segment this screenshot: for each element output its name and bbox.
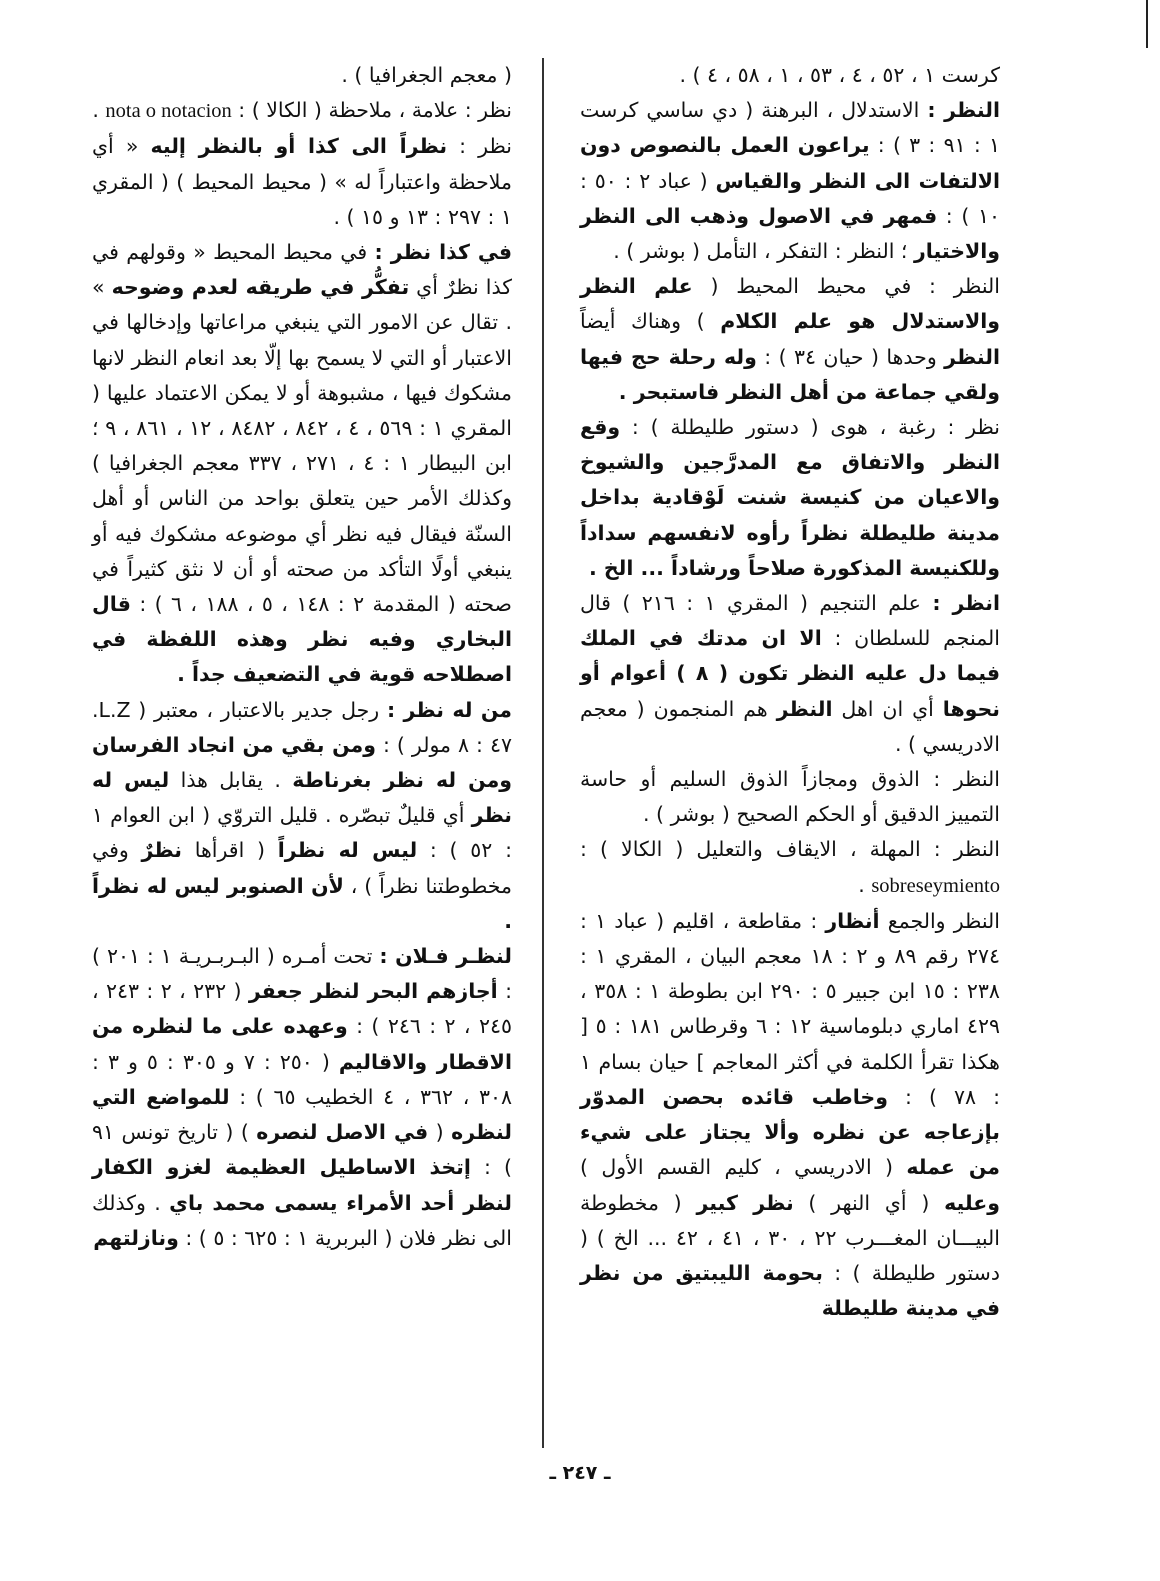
- bold-text: نظرٌ: [141, 838, 182, 863]
- text: النظر والجمع: [879, 908, 1000, 933]
- bold-text: في كذا نظر :: [374, 240, 512, 265]
- text: ( مخطوطة البيـــان المغـــرب ٢٢ ، ٣٠ ، ٤١ ، ٤٢ ... الخ ) ( دستور طليطلة ) :: [580, 1190, 1000, 1285]
- text: نظر :: [447, 134, 512, 159]
- text: » . تقال عن الامور التي ينبغي مراعاتها وإدخالها في الاعتبار أو التي لا يسمح بها إلّا بعد انعام النظر لانها مشكوك فيها ، مشبوهة أو لا يمكن الاعتماد عليها ( المقري ١ : ٥٦٩ ، ٤ ، ٨٤٢ ، ٨٤٨٢ ، ١٢ ، ٨٦١ ، ٩ ؛ ابن البيطار ١ : ٤ ، ٢٧١ ، ٣٣٧ معجم الجغرافيا ) وكذلك الأمر حين يتعلق بواحد من الناس أو أهل السنّة فيقال فيه نظر أي موضوعه مشكوك فيه أو ينبغي أولًا التأكد من صحته أو أن لا نثق كثيراً في صحته ( المقدمة ٢ : ١٤٨ ، ٥ ، ١٨٨ ، ٦ ) :: [92, 275, 512, 617]
- text: (: [428, 1120, 452, 1145]
- text: : مقاطعة ، اقليم ( عباد ١ : ٢٧٤ رقم ٨٩ و ٢ : ١٨ معجم البيان ، المقري ١ : ٢٣٨ : ١٥ ابن جبير ٥ : ٢٩٠ ابن بطوطة ١ : ٣٥٨ ، ٤٢٩ اماري دبلوماسية ١٢ : ٦ وقرطاس ١٨١ : ٥ [ هكذا تقرأ الكلمة في أكثر المعاجم ] حيان بسام ١ : ٧٨ ) :: [580, 908, 1000, 1109]
- bold-text: ومن بقي من انجاد الفرسان ومن له نظر بغرناطة: [92, 732, 513, 793]
- text: نظر : رغبة ، هوى ( دستور طليطلة ) :: [620, 415, 1000, 440]
- bold-text: وعليه: [944, 1190, 1001, 1215]
- text: ) ( تاريخ تونس ٩١ ) :: [92, 1120, 513, 1180]
- entry-paragraph: [580, 832, 1000, 903]
- text: علم التنجيم ( المقري ١ : ٢١٦ ) قال المنجم للسلطان :: [580, 591, 1000, 651]
- latin-text: sobreseymiento: [871, 874, 1000, 897]
- text: هم المنجمون ( معجم الادريسي ) .: [580, 696, 1000, 756]
- text: النظر : في محيط المحيط (: [692, 274, 1000, 299]
- bold-text: للمواضع التي لنظره: [92, 1084, 512, 1145]
- column-divider: [542, 58, 544, 1448]
- bold-text: النظر: [776, 696, 833, 721]
- entry-paragraph: [92, 129, 512, 235]
- page-number: ـ ٢٤٧ ـ: [549, 1462, 611, 1484]
- text: كرست ١ ، ٥٢ ، ٤ ، ٥٣ ، ١ ، ٥٨ ، ٤ ) .: [679, 63, 1000, 87]
- text: . يقابل هذا: [169, 768, 293, 793]
- text: النظر : الذوق ومجازاً الذوق السليم أو حاسة التمييز الدقيق أو الحكم الصحيح ( بوشر ) .: [580, 767, 1000, 827]
- bold-text: وعهده على ما لنظره من الاقطار والاقاليم: [92, 1014, 512, 1074]
- bold-text: وله رحلة حج فيها ولقي جماعة من أهل النظر فاستبحر .: [580, 344, 1000, 404]
- entry-paragraph: [580, 269, 1000, 410]
- text: وحدها ( حيان ٣٤ ) :: [756, 344, 945, 369]
- bold-text: النظر :: [927, 98, 1000, 123]
- entry-paragraph: [580, 58, 1000, 93]
- bold-text: ليس له نظر: [92, 768, 512, 828]
- text: ( معجم الجغرافيا ) .: [341, 63, 512, 87]
- entry-paragraph: [580, 904, 1000, 1326]
- entry-paragraph: [92, 693, 512, 939]
- bold-text: أجازهم البحر لنظر جعفر: [248, 979, 498, 1004]
- text: ) وهناك أيضاً: [580, 309, 721, 334]
- text: ( ٢٣٢ ، ٢ : ٢٤٣ ، ٢٤٥ ، ٢ : ٢٤٦ ) :: [92, 979, 512, 1039]
- text: ( أي النهر ): [793, 1190, 945, 1215]
- text: . وكذلك الى نظر فلان ( البربرية ١ : ٦٢٥ : ٥ ) :: [92, 1190, 512, 1250]
- entry-paragraph: [92, 58, 512, 93]
- right-text-column: [580, 58, 1000, 1326]
- bold-text: النظر: [944, 344, 1000, 369]
- text: أي قليلٌ تبصّره . قليل التروّي ( ابن العوام ١ : ٥٢ ) :: [92, 803, 512, 863]
- bold-text: نظراً الى كذا أو بالنظر إليه: [150, 134, 448, 159]
- bold-text: إتخذ الاساطيل العظيمة لغزو الكفار لنظر أحد الأمراء يسمى محمد باي: [92, 1155, 512, 1215]
- bold-text: بحومة الليبتيق من نظر في مدينة طليطلة: [580, 1260, 1000, 1321]
- bold-text: علم النظر والاستدلال هو علم الكلام: [580, 274, 1000, 334]
- text: النظر : المهلة ، الايقاف والتعليل ( الكالا ) :: [580, 837, 1000, 862]
- bold-text: في الاصل لنصره: [256, 1120, 429, 1145]
- text: رجل جدير بالاعتبار ، معتبر ( L.Z. ٤٧ : ٨ مولر ) :: [92, 697, 512, 757]
- page-edge-rule: [1146, 0, 1148, 48]
- text: ( ٢٥٠ : ٧ و ٣٠٥ : ٥ و ٣ : ٣٠٨ ، ٣٦٢ ، ٤ الخطيب ٦٥ ) :: [92, 1049, 512, 1109]
- text: .: [858, 872, 872, 897]
- text: ( الادريسي ، كليم القسم الأول ): [580, 1155, 907, 1180]
- text: تحت أمـره ( البـربـريـة ١ : ٢٠١ ) :: [92, 944, 512, 1004]
- entry-paragraph: [92, 235, 512, 693]
- bold-text: ليس له نظراً: [277, 838, 418, 863]
- text: .: [92, 98, 106, 123]
- entry-paragraph: [580, 410, 1000, 586]
- latin-text: nota o notacion: [105, 100, 232, 123]
- text: ( عباد ٢ : ٥٠ : ١٠ ) :: [580, 168, 1000, 228]
- entry-paragraph: [580, 93, 1000, 269]
- bold-text: انظر :: [932, 591, 1001, 616]
- bold-text: من له نظر :: [386, 697, 512, 722]
- text: في محيط المحيط « وقولهم في كذا نظرٌ أي: [92, 240, 513, 300]
- text: ؛ النظر : التفكر ، التأمل ( بوشر ) .: [613, 239, 914, 264]
- bold-text: أنظار: [825, 908, 880, 933]
- text: وفي مخطوطتنا نظراً ) ،: [92, 838, 513, 898]
- entry-paragraph: [580, 586, 1000, 762]
- bold-text: نظر كبير: [696, 1190, 794, 1215]
- left-text-column: [92, 58, 512, 1256]
- text: أي ان اهل: [832, 696, 943, 721]
- bold-text: قال البخاري وفيه نظر وهذه اللفظة في اصطلاحه قوية في التضعيف جداً .: [92, 592, 512, 687]
- entry-paragraph: [92, 93, 512, 129]
- bold-text: لأن الصنوبر ليس له نظراً .: [92, 873, 512, 933]
- text: نظر : علامة ، ملاحظة ( الكالا ) :: [231, 98, 512, 123]
- bold-text: ونازلتهم: [93, 1225, 179, 1250]
- bold-text: وقع النظر والاتفاق مع المدرَّجين والشيوخ والاعيان من كنيسة شنت لَوْقادية بداخل مدينة طليطلة نظراً رأوه لانفسهم سداداً وللكنيسة المذكورة صلاحاً ورشاداً ... الخ .: [580, 415, 1000, 580]
- text: « أي ملاحظة واعتباراً له » ( محيط المحيط ) ( المقري ١ : ٢٩٧ : ١٣ و ١٥ ) .: [92, 134, 512, 229]
- bold-text: فمهر في الاصول وذهب الى النظر والاختيار: [580, 203, 1000, 264]
- bold-text: لنظـر فـلان :: [379, 944, 512, 969]
- entry-paragraph: [92, 939, 512, 1256]
- bold-text: تفكُّر في طريقه لعدم وضوحه: [111, 275, 410, 300]
- bold-text: وخاطب قائده بحصن المدوّر بإزعاجه عن نظره وألا يجتاز على شيء من عمله: [580, 1084, 1000, 1180]
- bold-text: يراعون العمل بالنصوص دون الالتفات الى النظر والقياس: [580, 133, 1000, 193]
- bold-text: الا ان مدتك في الملك فيما دل عليه النظر تكون ( ٨ ) أعوام أو نحوها: [580, 626, 1000, 721]
- text: ( اقرأها: [181, 838, 278, 863]
- text: الاستدلال ، البرهنة ( دي ساسي كرست ١ : ٩١ : ٣ ) :: [580, 98, 1000, 158]
- entry-paragraph: [580, 762, 1000, 832]
